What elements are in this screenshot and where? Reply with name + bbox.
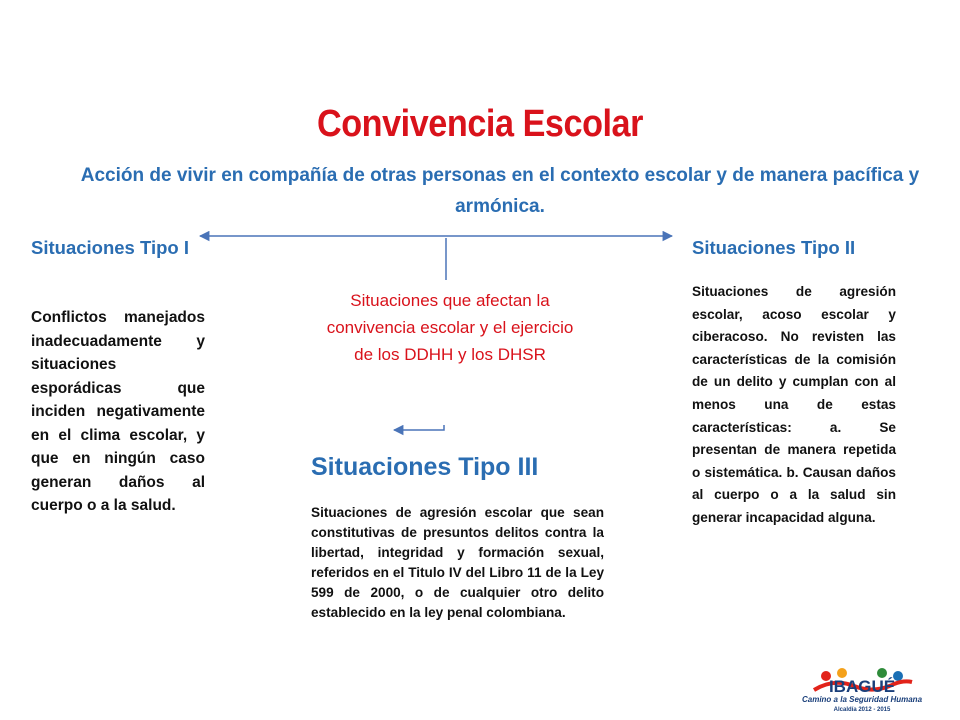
svg-text:IBAGUÉ: IBAGUÉ bbox=[828, 677, 896, 696]
tipo3-arrow bbox=[394, 425, 444, 430]
ibague-logo bbox=[774, 668, 950, 720]
page-title: Convivencia Escolar bbox=[316, 103, 643, 145]
logo-period: Alcaldía 2012 - 2015 bbox=[833, 707, 891, 713]
tipo2-description: Situaciones de agresión escolar, acoso escolar y ciberacoso. No revisten las características de la comisión de un delito y cumplan con al menos una de estas características: a. Se presentan de manera repetida o sistemática. b. Causan daños al cuerpo o a la salud sin generar incapacidad alguna. bbox=[692, 284, 896, 525]
tipo1-heading: Situaciones Tipo I bbox=[31, 237, 189, 258]
center-description: Situaciones que afectan la convivencia escolar y el ejercicio de los DDHH y los DHSR bbox=[326, 291, 574, 364]
tipo3-description: Situaciones de agresión escolar que sean constitutivas de presuntos delitos contra la libertad, integridad y formación sexual, referidos en el Titulo IV del Libro 11 de la Ley 599 de 2000, o de cualquier otro delito establecido en la ley penal colombiana. bbox=[311, 505, 604, 620]
tipo3-heading: Situaciones Tipo III bbox=[311, 453, 539, 481]
tipo2-heading: Situaciones Tipo II bbox=[692, 237, 856, 258]
tipo1-description: Conflictos manejados inadecuadamente y situaciones esporádicas que inciden negativamente en el clima escolar, y que en ningún caso generan daños al cuerpo o a la salud. bbox=[31, 309, 205, 514]
logo-tagline: Camino a la Seguridad Humana bbox=[801, 695, 923, 704]
definition-subtitle: Acción de vivir en compañía de otras personas en el contexto escolar y de manera pacífica y armónica. bbox=[80, 165, 920, 217]
